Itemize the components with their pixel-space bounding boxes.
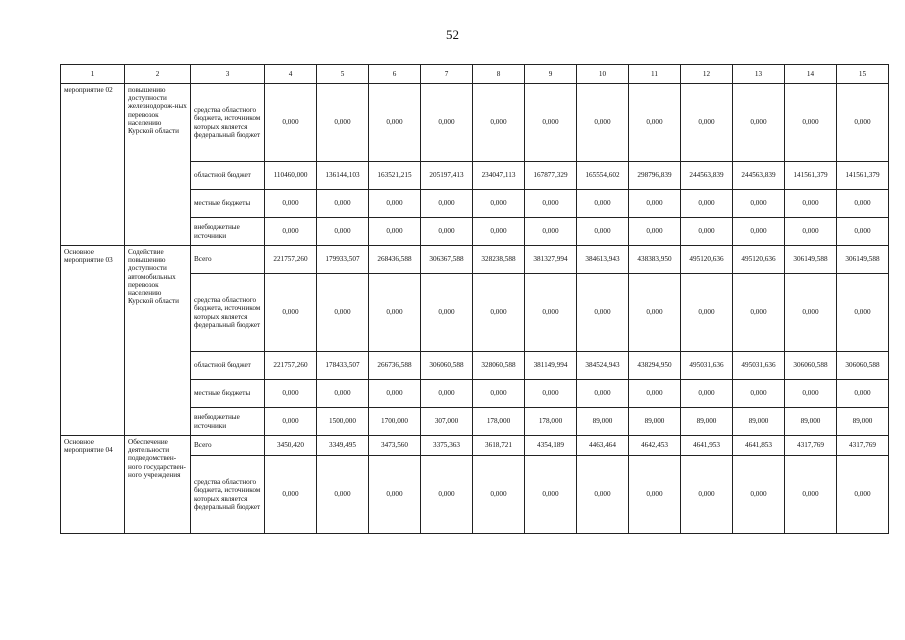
column-header: 1	[61, 65, 125, 84]
value-cell: 0,000	[369, 456, 421, 534]
value-cell: 4354,189	[525, 436, 577, 456]
column-header: 8	[473, 65, 525, 84]
value-cell: 0,000	[785, 380, 837, 408]
value-cell: 0,000	[525, 456, 577, 534]
table-row	[61, 436, 889, 456]
funding-source: средства областного бюджета, источником которых является федеральный бюджет	[191, 274, 265, 352]
value-cell: 178433,507	[317, 352, 369, 380]
value-cell: 163521,215	[369, 162, 421, 190]
value-cell: 3375,363	[421, 436, 473, 456]
value-cell: 0,000	[733, 190, 785, 218]
funding-source: областной бюджет	[191, 162, 265, 190]
value-cell: 244563,839	[733, 162, 785, 190]
value-cell: 3618,721	[473, 436, 525, 456]
column-header: 2	[125, 65, 191, 84]
value-cell: 89,000	[785, 408, 837, 436]
column-header: 10	[577, 65, 629, 84]
value-cell: 179933,507	[317, 246, 369, 274]
value-cell: 381149,994	[525, 352, 577, 380]
value-cell: 178,000	[525, 408, 577, 436]
value-cell: 306060,588	[421, 352, 473, 380]
value-cell: 4642,453	[629, 436, 681, 456]
value-cell: 1700,000	[369, 408, 421, 436]
value-cell: 0,000	[577, 274, 629, 352]
funding-source: внебюджетные источники	[191, 218, 265, 246]
activity-code: Основное мероприятие 04	[61, 436, 125, 534]
value-cell: 0,000	[785, 84, 837, 162]
value-cell: 0,000	[629, 218, 681, 246]
value-cell: 110460,000	[265, 162, 317, 190]
value-cell: 0,000	[421, 84, 473, 162]
value-cell: 268436,588	[369, 246, 421, 274]
funding-source: внебюджетные источники	[191, 408, 265, 436]
value-cell: 328060,588	[473, 352, 525, 380]
activity-description: Содействие повышению доступности автомобильных перевозок населению Курской области	[125, 246, 191, 436]
value-cell: 165554,602	[577, 162, 629, 190]
value-cell: 306060,588	[837, 352, 889, 380]
column-header: 6	[369, 65, 421, 84]
value-cell: 0,000	[577, 218, 629, 246]
value-cell: 0,000	[265, 190, 317, 218]
value-cell: 384524,943	[577, 352, 629, 380]
column-header: 3	[191, 65, 265, 84]
value-cell: 167877,329	[525, 162, 577, 190]
value-cell: 0,000	[265, 274, 317, 352]
value-cell: 0,000	[629, 84, 681, 162]
value-cell: 0,000	[733, 84, 785, 162]
value-cell: 0,000	[681, 218, 733, 246]
value-cell: 0,000	[577, 456, 629, 534]
activity-description: повышению доступности железнодорож-ных перевозок населению Курской области	[125, 84, 191, 246]
column-header: 9	[525, 65, 577, 84]
value-cell: 0,000	[785, 190, 837, 218]
value-cell: 0,000	[837, 218, 889, 246]
value-cell: 0,000	[837, 456, 889, 534]
value-cell: 0,000	[837, 190, 889, 218]
value-cell: 221757,260	[265, 246, 317, 274]
column-header: 5	[317, 65, 369, 84]
funding-source: средства областного бюджета, источником которых является федеральный бюджет	[191, 84, 265, 162]
value-cell: 89,000	[733, 408, 785, 436]
value-cell: 0,000	[681, 84, 733, 162]
value-cell: 0,000	[525, 218, 577, 246]
column-header: 4	[265, 65, 317, 84]
funding-source: местные бюджеты	[191, 380, 265, 408]
value-cell: 0,000	[785, 274, 837, 352]
funding-source: местные бюджеты	[191, 190, 265, 218]
value-cell: 306060,588	[785, 352, 837, 380]
value-cell: 438294,950	[629, 352, 681, 380]
funding-source: средства областного бюджета, источником которых является федеральный бюджет	[191, 456, 265, 534]
value-cell: 0,000	[837, 380, 889, 408]
value-cell: 0,000	[785, 218, 837, 246]
value-cell: 495120,636	[681, 246, 733, 274]
value-cell: 141561,379	[837, 162, 889, 190]
value-cell: 89,000	[629, 408, 681, 436]
value-cell: 141561,379	[785, 162, 837, 190]
value-cell: 266736,588	[369, 352, 421, 380]
value-cell: 4317,769	[785, 436, 837, 456]
value-cell: 0,000	[317, 274, 369, 352]
value-cell: 0,000	[369, 190, 421, 218]
activity-description: Обеспечение деятельности подведомствен-ного государствен-ного учреждения	[125, 436, 191, 534]
value-cell: 307,000	[421, 408, 473, 436]
value-cell: 0,000	[837, 84, 889, 162]
value-cell: 306149,588	[837, 246, 889, 274]
value-cell: 0,000	[733, 380, 785, 408]
value-cell: 0,000	[733, 218, 785, 246]
value-cell: 0,000	[265, 456, 317, 534]
value-cell: 0,000	[421, 218, 473, 246]
value-cell: 3473,560	[369, 436, 421, 456]
value-cell: 0,000	[473, 274, 525, 352]
activity-code: мероприятие 02	[61, 84, 125, 246]
value-cell: 0,000	[525, 84, 577, 162]
value-cell: 438383,950	[629, 246, 681, 274]
value-cell: 298796,839	[629, 162, 681, 190]
value-cell: 0,000	[473, 190, 525, 218]
value-cell: 0,000	[369, 218, 421, 246]
table-body	[61, 65, 889, 534]
value-cell: 0,000	[577, 84, 629, 162]
value-cell: 0,000	[733, 274, 785, 352]
value-cell: 0,000	[629, 456, 681, 534]
value-cell: 0,000	[473, 456, 525, 534]
value-cell: 244563,839	[681, 162, 733, 190]
value-cell: 0,000	[317, 84, 369, 162]
value-cell: 4641,953	[681, 436, 733, 456]
value-cell: 0,000	[681, 190, 733, 218]
header-row	[61, 65, 889, 84]
column-header: 12	[681, 65, 733, 84]
value-cell: 4641,853	[733, 436, 785, 456]
funding-source: Всего	[191, 436, 265, 456]
value-cell: 0,000	[525, 190, 577, 218]
page-number: 52	[446, 27, 459, 42]
value-cell: 495031,636	[733, 352, 785, 380]
column-header: 7	[421, 65, 473, 84]
funding-source: областной бюджет	[191, 352, 265, 380]
value-cell: 0,000	[525, 274, 577, 352]
value-cell: 0,000	[265, 218, 317, 246]
value-cell: 0,000	[473, 380, 525, 408]
value-cell: 0,000	[681, 456, 733, 534]
value-cell: 381327,994	[525, 246, 577, 274]
value-cell: 3450,420	[265, 436, 317, 456]
value-cell: 0,000	[577, 380, 629, 408]
value-cell: 136144,103	[317, 162, 369, 190]
value-cell: 4463,464	[577, 436, 629, 456]
value-cell: 0,000	[577, 190, 629, 218]
value-cell: 205197,413	[421, 162, 473, 190]
value-cell: 3349,495	[317, 436, 369, 456]
value-cell: 0,000	[629, 274, 681, 352]
value-cell: 0,000	[369, 84, 421, 162]
table-row	[61, 84, 889, 162]
value-cell: 178,000	[473, 408, 525, 436]
value-cell: 0,000	[421, 274, 473, 352]
value-cell: 221757,260	[265, 352, 317, 380]
value-cell: 89,000	[577, 408, 629, 436]
value-cell: 0,000	[369, 274, 421, 352]
value-cell: 0,000	[317, 380, 369, 408]
value-cell: 495031,636	[681, 352, 733, 380]
value-cell: 306367,588	[421, 246, 473, 274]
value-cell: 328238,588	[473, 246, 525, 274]
value-cell: 0,000	[837, 274, 889, 352]
value-cell: 0,000	[265, 408, 317, 436]
column-header: 15	[837, 65, 889, 84]
funding-source: Всего	[191, 246, 265, 274]
activity-code: Основное мероприятие 03	[61, 246, 125, 436]
value-cell: 495120,636	[733, 246, 785, 274]
value-cell: 0,000	[265, 380, 317, 408]
value-cell: 89,000	[837, 408, 889, 436]
value-cell: 0,000	[785, 456, 837, 534]
table-row	[61, 246, 889, 274]
value-cell: 0,000	[317, 456, 369, 534]
column-header: 11	[629, 65, 681, 84]
column-header: 14	[785, 65, 837, 84]
value-cell: 0,000	[421, 190, 473, 218]
value-cell: 0,000	[473, 84, 525, 162]
value-cell: 306149,588	[785, 246, 837, 274]
value-cell: 4317,769	[837, 436, 889, 456]
value-cell: 0,000	[473, 218, 525, 246]
value-cell: 0,000	[629, 380, 681, 408]
budget-table	[60, 64, 889, 534]
value-cell: 0,000	[733, 456, 785, 534]
value-cell: 0,000	[369, 380, 421, 408]
value-cell: 0,000	[629, 190, 681, 218]
value-cell: 234047,113	[473, 162, 525, 190]
value-cell: 0,000	[421, 456, 473, 534]
value-cell: 0,000	[265, 84, 317, 162]
value-cell: 0,000	[317, 218, 369, 246]
value-cell: 1500,000	[317, 408, 369, 436]
value-cell: 0,000	[317, 190, 369, 218]
column-header: 13	[733, 65, 785, 84]
value-cell: 384613,943	[577, 246, 629, 274]
value-cell: 0,000	[681, 274, 733, 352]
value-cell: 89,000	[681, 408, 733, 436]
value-cell: 0,000	[681, 380, 733, 408]
value-cell: 0,000	[421, 380, 473, 408]
value-cell: 0,000	[525, 380, 577, 408]
